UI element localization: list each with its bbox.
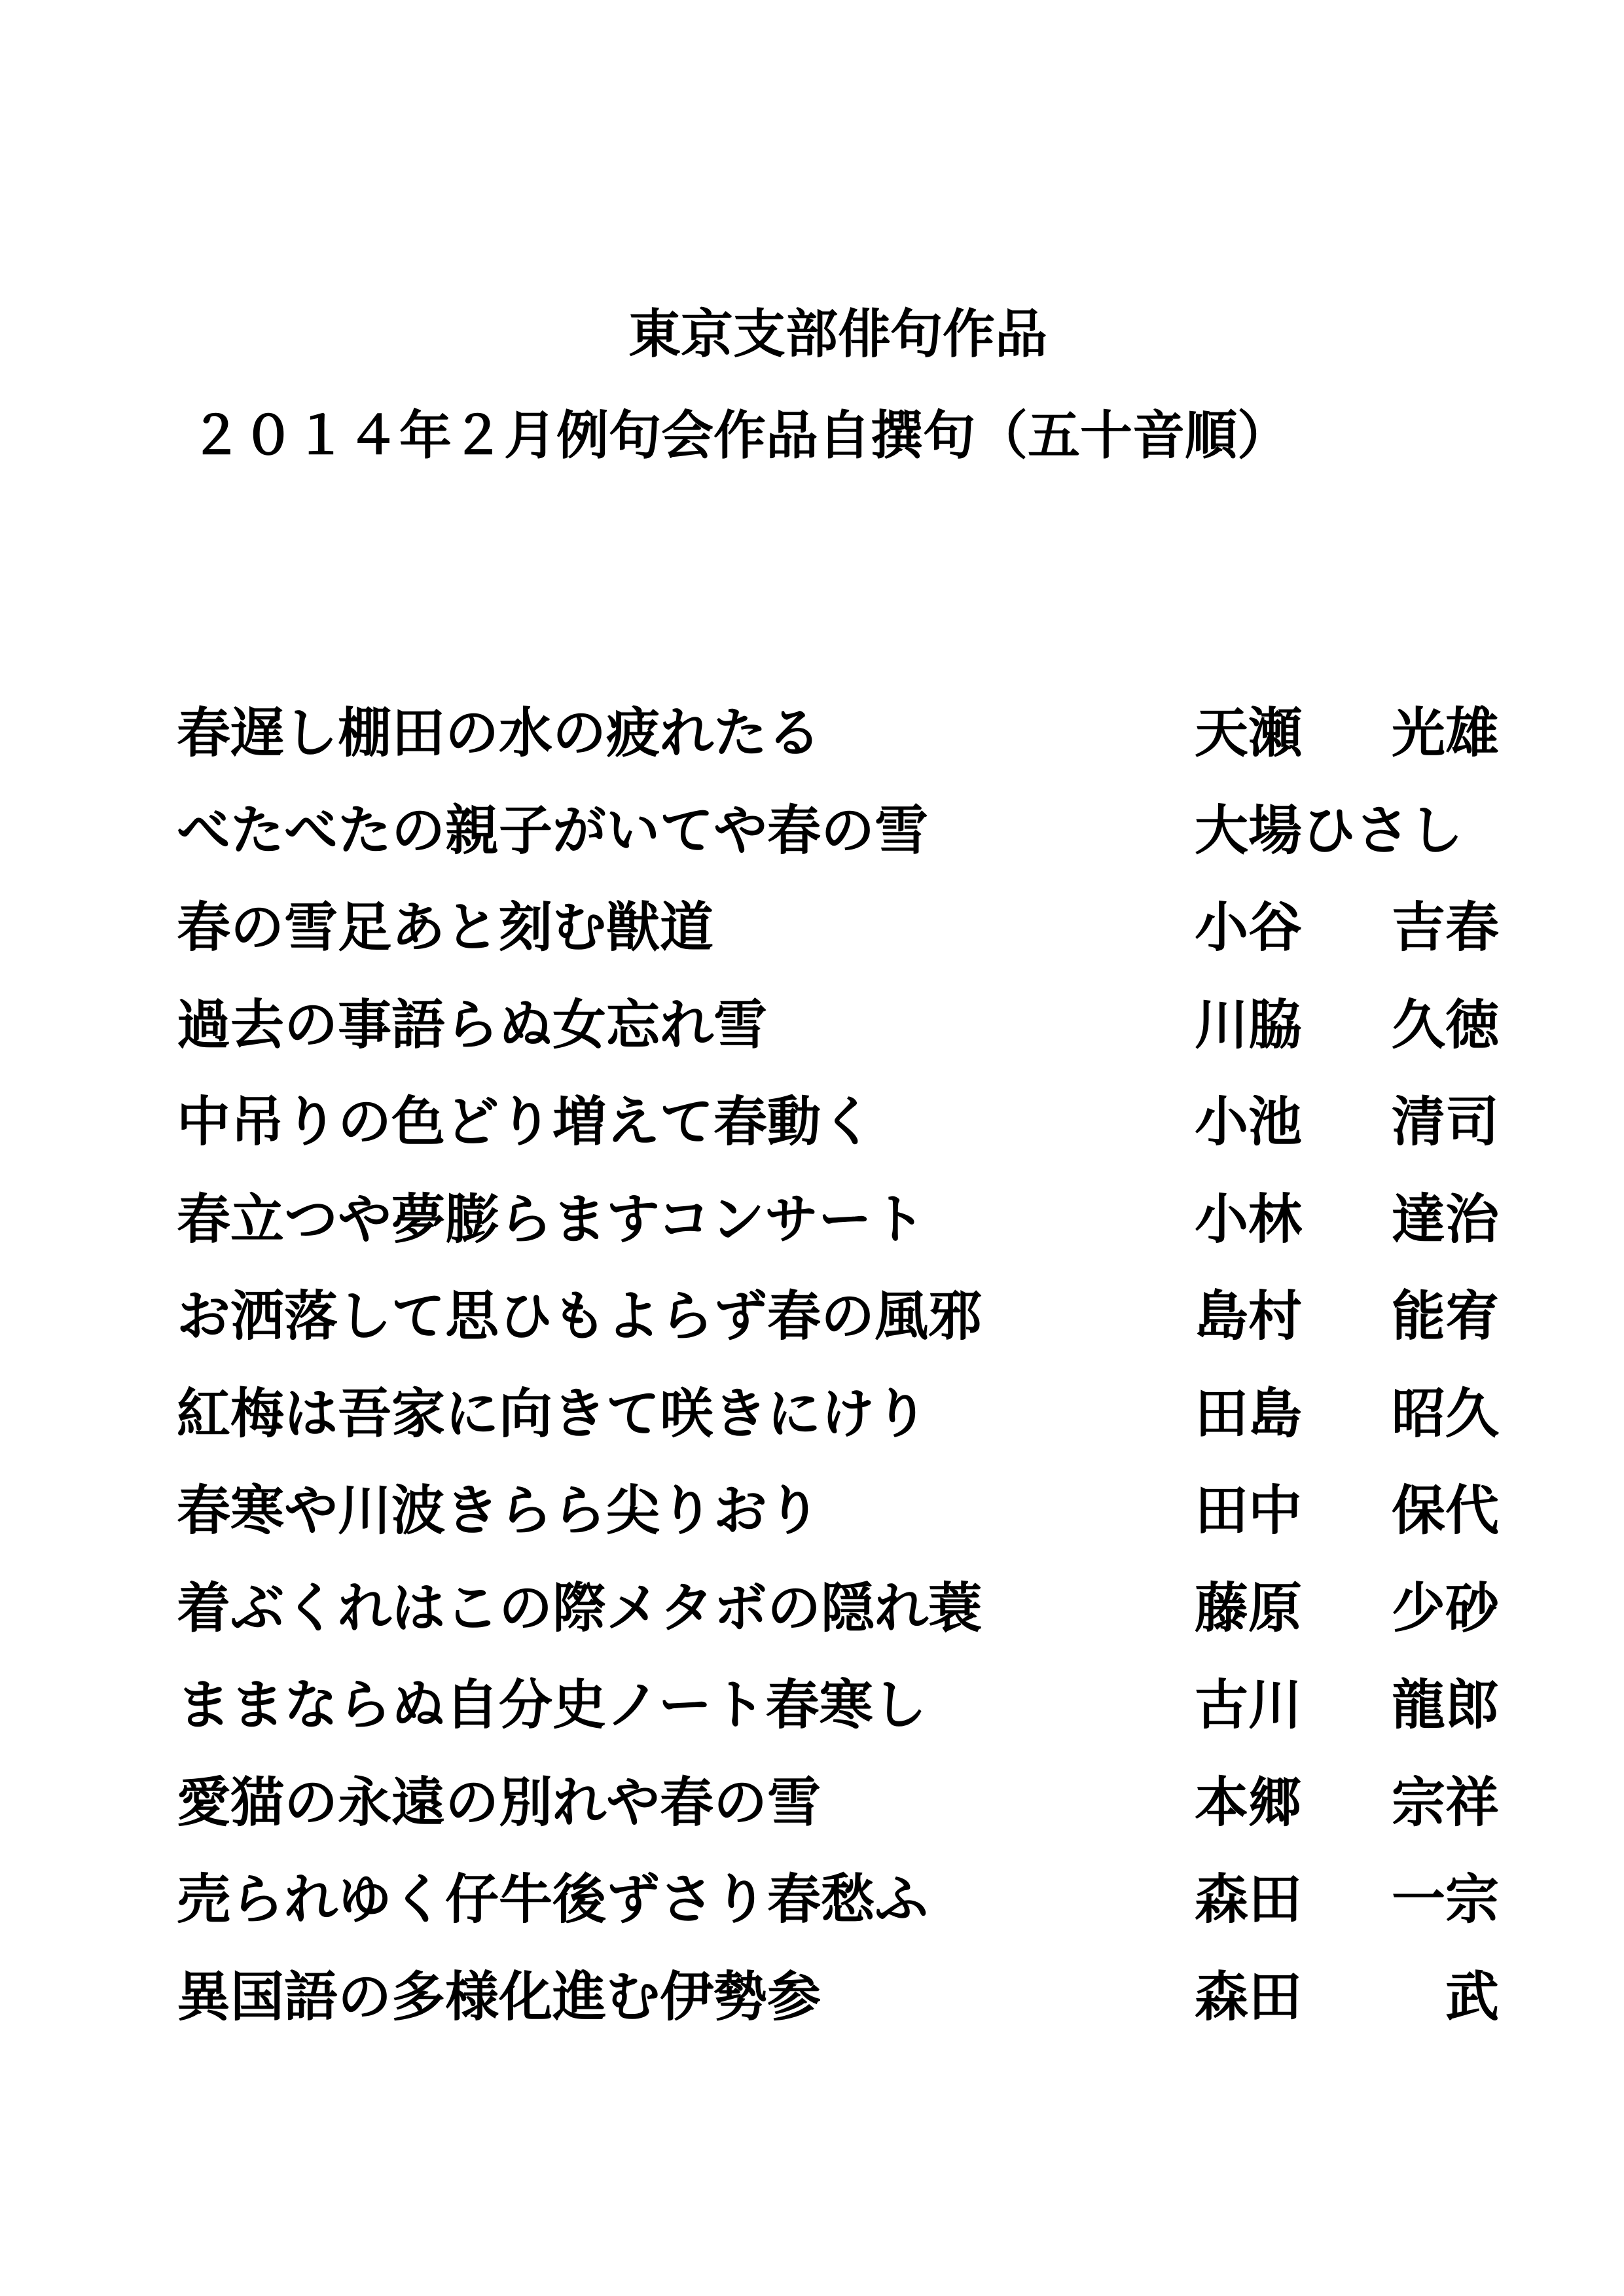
author-given-name: 保代 [1391,1479,1499,1542]
haiku-text: 着ぶくれはこの際メタボの隠れ蓑 [177,1576,983,1640]
author-given-name: 武 [1445,1965,1499,2028]
haiku-entry [177,1471,1499,1569]
author-family-name: 小谷 [1195,896,1303,959]
author-family-name: 森田 [1195,1868,1303,1931]
author-given-name: 少砂 [1391,1576,1499,1640]
haiku-text: ままならぬ自分史ノート春寒し [177,1674,927,1736]
haiku-entry [177,1860,1499,1958]
author-given-name: 光雄 [1391,702,1499,764]
author-family-name: 本郷 [1195,1770,1303,1834]
haiku-text: 春遅し棚田の水の疲れたる [177,702,821,764]
haiku-entry [177,986,1499,1083]
haiku-entry [177,1277,1499,1374]
haiku-text: 愛猫の永遠の別れや春の雪 [177,1770,821,1834]
author-given-name: 龍郎 [1391,1674,1499,1736]
author-given-name: 清司 [1391,1090,1499,1153]
author-given-name: 吉春 [1391,896,1499,959]
author-family-name: 森田 [1195,1965,1303,2028]
haiku-entry [177,1180,1499,1278]
author-family-name: 田島 [1195,1382,1303,1445]
author-family-name: 天瀬 [1195,702,1303,764]
page-subtitle: ２０１４年２月例句会作品自撰句（五十音順） [190,404,1290,466]
author-given-name: 昭久 [1391,1382,1499,1445]
author-family-name: 藤原 [1195,1576,1303,1640]
haiku-text: べたべたの親子がいてや春の雪 [177,798,929,862]
haiku-text: 異国語の多様化進む伊勢参 [177,1965,821,2028]
author-name: 大場ひさし [1195,798,1464,862]
author-given-name: 宗祥 [1391,1770,1499,1834]
haiku-text: 春寒や川波きらら尖りおり [177,1479,821,1542]
author-given-name: 能宥 [1391,1285,1499,1348]
haiku-text: お洒落して思ひもよらず春の風邪 [177,1285,983,1348]
haiku-list [177,694,1499,2054]
haiku-entry [177,694,1499,791]
haiku-entry [177,1666,1499,1763]
haiku-text: 過去の事語らぬ女忘れ雪 [177,993,768,1056]
haiku-entry [177,888,1499,986]
author-family-name: 川脇 [1195,993,1303,1056]
haiku-entry [177,1374,1499,1472]
haiku-entry [177,1763,1499,1861]
haiku-text: 春の雪足あと刻む獣道 [177,896,714,959]
haiku-text: 中吊りの色どり増えて春動く [177,1090,875,1153]
page-title: 東京支部俳句作品 [628,303,1047,365]
author-family-name: 島村 [1195,1285,1303,1348]
author-given-name: 久徳 [1391,993,1499,1056]
haiku-entry [177,1569,1499,1666]
haiku-entry [177,1083,1499,1180]
haiku-text: 売られゆく仔牛後ずさり春愁ふ [177,1868,929,1931]
author-family-name: 小林 [1195,1187,1303,1251]
author-given-name: 達治 [1391,1187,1499,1251]
haiku-text: 春立つや夢膨らますコンサート [177,1187,926,1251]
author-family-name: 古川 [1195,1674,1303,1736]
author-family-name: 小池 [1195,1090,1303,1153]
author-given-name: 一宗 [1391,1868,1499,1931]
author-family-name: 田中 [1195,1479,1303,1542]
haiku-entry [177,791,1499,889]
haiku-entry [177,1958,1499,2055]
haiku-text: 紅梅は吾家に向きて咲きにけり [177,1382,929,1445]
